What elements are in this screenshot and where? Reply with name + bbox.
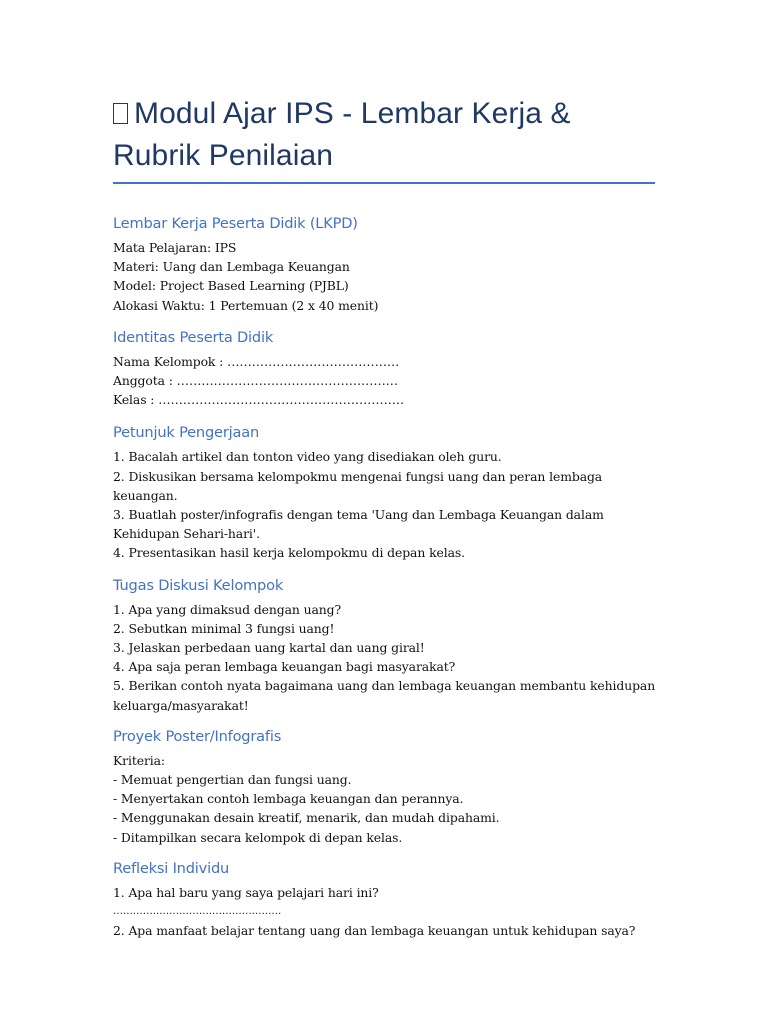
missing-glyph-icon bbox=[113, 103, 128, 124]
section-identitas bbox=[113, 328, 656, 410]
text-line: 4. Apa saja peran lembaga keuangan bagi masyarakat? bbox=[113, 659, 456, 675]
section-lines bbox=[113, 238, 656, 315]
section-lines bbox=[113, 600, 656, 715]
text-line: - Menggunakan desain kreatif, menarik, dan mudah dipahami. bbox=[113, 810, 500, 826]
text-line: 5. Berikan contoh nyata bagaimana uang dan lembaga keuangan membantu kehidupan keluarga/masyarakat! bbox=[113, 678, 656, 713]
title-underline bbox=[113, 182, 655, 184]
text-line: - Menyertakan contoh lembaga keuangan dan perannya. bbox=[113, 791, 464, 807]
members-fill-line: Anggota : ……………………………………………… bbox=[113, 373, 398, 389]
section-lines bbox=[113, 352, 656, 410]
text-line: Materi: Uang dan Lembaga Keuangan bbox=[113, 259, 350, 275]
document-title-text: Modul Ajar IPS - Lembar Kerja & Rubrik Penilaian bbox=[113, 97, 571, 172]
text-line: Mata Pelajaran: IPS bbox=[113, 240, 237, 255]
text-line: - Memuat pengertian dan fungsi uang. bbox=[113, 772, 352, 788]
section-heading: Identitas Peserta Didik bbox=[113, 328, 274, 346]
answer-fill-line: …………………………………………… bbox=[113, 906, 282, 918]
section-tugas-diskusi bbox=[113, 576, 656, 715]
document-title bbox=[113, 93, 656, 177]
section-heading: Proyek Poster/Infografis bbox=[113, 727, 282, 745]
text-line: Kriteria: bbox=[113, 752, 166, 768]
section-petunjuk bbox=[113, 423, 656, 562]
text-line: 2. Diskusikan bersama kelompokmu mengenai fungsi uang dan peran lembaga keuangan. bbox=[113, 468, 603, 503]
section-heading: Petunjuk Pengerjaan bbox=[113, 424, 260, 442]
text-line: 1. Apa hal baru yang saya pelajari hari ini? bbox=[113, 884, 379, 900]
class-fill-line: Kelas : …………………………………………………… bbox=[113, 392, 405, 408]
text-line: - Ditampilkan secara kelompok di depan kelas. bbox=[113, 829, 403, 845]
text-line: 1. Apa yang dimaksud dengan uang? bbox=[113, 601, 342, 617]
text-line: 2. Apa manfaat belajar tentang uang dan lembaga keuangan untuk kehidupan saya? bbox=[113, 923, 636, 939]
text-line: 3. Buatlah poster/infografis dengan tema 'Uang dan Lembaga Keuangan dalam Kehidupan Sehari-hari'. bbox=[113, 507, 604, 542]
section-heading: Tugas Diskusi Kelompok bbox=[113, 576, 284, 594]
section-heading: Lembar Kerja Peserta Didik (LKPD) bbox=[113, 215, 358, 232]
text-line: Model: Project Based Learning (PJBL) bbox=[113, 278, 349, 294]
group-name-fill-line: Nama Kelompok : …………………………………… bbox=[113, 353, 400, 369]
section-refleksi bbox=[113, 859, 656, 941]
text-line: 1. Bacalah artikel dan tonton video yang disediakan oleh guru. bbox=[113, 449, 502, 465]
section-lines bbox=[113, 751, 656, 847]
section-lines bbox=[113, 447, 656, 562]
section-lines bbox=[113, 883, 656, 941]
text-line: Alokasi Waktu: 1 Pertemuan (2 x 40 menit) bbox=[113, 297, 379, 313]
section-lkpd bbox=[113, 214, 656, 315]
text-line: 2. Sebutkan minimal 3 fungsi uang! bbox=[113, 620, 335, 636]
text-line: 3. Jelaskan perbedaan uang kartal dan uang giral! bbox=[113, 640, 425, 656]
section-proyek-poster bbox=[113, 727, 656, 847]
text-line: 4. Presentasikan hasil kerja kelompokmu di depan kelas. bbox=[113, 545, 465, 561]
section-heading: Refleksi Individu bbox=[113, 859, 230, 877]
